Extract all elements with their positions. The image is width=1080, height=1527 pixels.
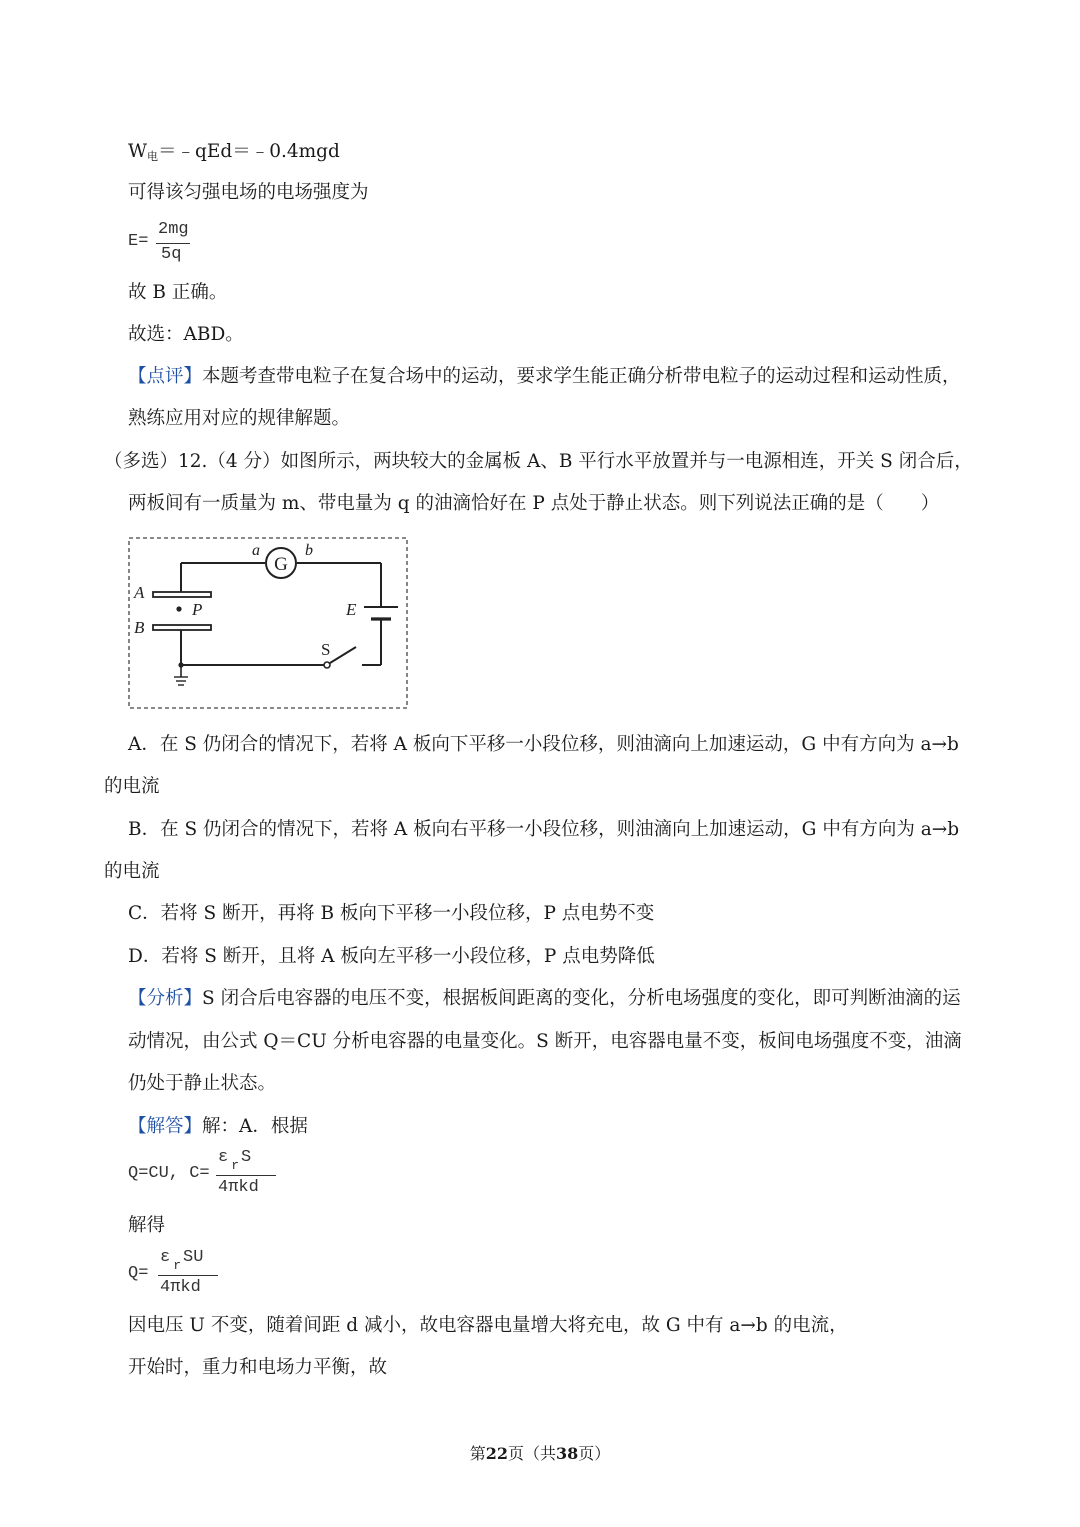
comment-line-1: 【点评】本题考查带电粒子在复合场中的运动，要求学生能正确分析带电粒子的运动过程和运动性质， [128, 366, 961, 387]
answer-line-1: 【解答】解：A．根据 [128, 1116, 308, 1137]
formula-numerator: ε $_r$ S [218, 1148, 252, 1173]
oil-drop-p [176, 606, 181, 611]
page-number: 22 [485, 1444, 508, 1463]
option-d: D．若将 S 断开，且将 A 板向左平移一小段位移，P 点电势降低 [128, 946, 655, 967]
analysis-line-1: 【分析】S 闭合后电容器的电压不变，根据板间距离的变化，分析电场强度的变化，即可判断油滴的运 [128, 988, 961, 1009]
question-12-line-1: （多选）12.（4 分）如图所示，两块较大的金属板 A、B 平行水平放置并与一电源相连，开关 S 闭合后， [104, 451, 973, 472]
fraction-bar [216, 1175, 276, 1176]
solve-label: 解得 [128, 1215, 166, 1236]
because-u-line: 因电压 U 不变，随着间距 d 减小，故电容器电量增大将充电，故 G 中有 a→b 的电流， [128, 1315, 848, 1336]
galvanometer-label: G [274, 554, 288, 575]
formula-numerator: 2mg [158, 220, 189, 239]
plate-b [153, 625, 211, 630]
analysis-line-3: 仍处于静止状态。 [128, 1073, 277, 1094]
plate-b-label: B [134, 618, 145, 637]
field-intro: 可得该匀强电场的电场强度为 [128, 182, 369, 203]
total-pages: 38 [556, 1444, 579, 1463]
e-field-formula [128, 220, 208, 268]
circuit-diagram [128, 537, 408, 709]
fraction-bar [158, 1275, 218, 1276]
option-b-line-1: B．在 S 仍闭合的情况下，若将 A 板向右平移一小段位移，则油滴向上加速运动，G 中有方向为 a→b [128, 819, 960, 840]
option-c: C．若将 S 断开，再将 B 板向下平移一小段位移，P 点电势不变 [128, 903, 655, 924]
b-correct: 故 B 正确。 [128, 282, 228, 303]
switch-label: S [321, 640, 331, 659]
analysis-line-2: 动情况，由公式 Q＝CU 分析电容器的电量变化。S 断开，电容器电量不变，板间电场强度不变，油滴 [128, 1031, 962, 1052]
comment-tag: 【点评】 [128, 366, 203, 387]
capacitance-formula [128, 1148, 288, 1202]
option-a-line-2: 的电流 [104, 776, 160, 797]
formula-lhs: Q= [128, 1264, 149, 1283]
battery-label: E [346, 600, 357, 619]
option-a-line-1: A．在 S 仍闭合的情况下，若将 A 板向下平移一小段位移，则油滴向上加速运动，G 中有方向为 a→b [128, 734, 959, 755]
work-equation [128, 139, 340, 170]
comment-line-2: 熟练应用对应的规律解题。 [128, 408, 351, 429]
plate-a-label: A [134, 583, 145, 602]
plate-a [153, 592, 211, 597]
formula-lhs: Q=CU, C= [128, 1164, 210, 1183]
answer-tag: 【解答】 [128, 1116, 203, 1137]
work-symbol: W [128, 141, 148, 162]
charge-formula [128, 1248, 238, 1302]
choice-answer: 故选：ABD。 [128, 324, 244, 345]
formula-numerator: ε $_r$ SU [160, 1248, 204, 1273]
analysis-tag: 【分析】 [128, 988, 203, 1009]
node-a-label: a [252, 542, 260, 559]
node-b-label: b [305, 542, 313, 559]
switch-blade [330, 647, 356, 663]
option-b-line-2: 的电流 [104, 861, 160, 882]
fraction-bar [156, 243, 190, 244]
start-line: 开始时，重力和电场力平衡，故 [128, 1357, 388, 1378]
point-p-label: P [192, 600, 203, 619]
work-subscript: 电 [147, 150, 159, 163]
page-footer: 第22页（共38页） [469, 1444, 611, 1463]
question-12-line-2: 两板间有一质量为 m、带电量为 q 的油滴恰好在 P 点处于静止状态。则下列说法正确的是（ ） [128, 493, 940, 514]
work-rest: ＝﹣qEd＝﹣0.4mgd [158, 141, 340, 162]
formula-denominator: 4πkd [218, 1178, 259, 1197]
switch-terminal [324, 662, 330, 668]
formula-denominator: 5q [161, 245, 182, 264]
formula-lhs: E= [128, 232, 149, 251]
formula-denominator: 4πkd [160, 1278, 201, 1297]
